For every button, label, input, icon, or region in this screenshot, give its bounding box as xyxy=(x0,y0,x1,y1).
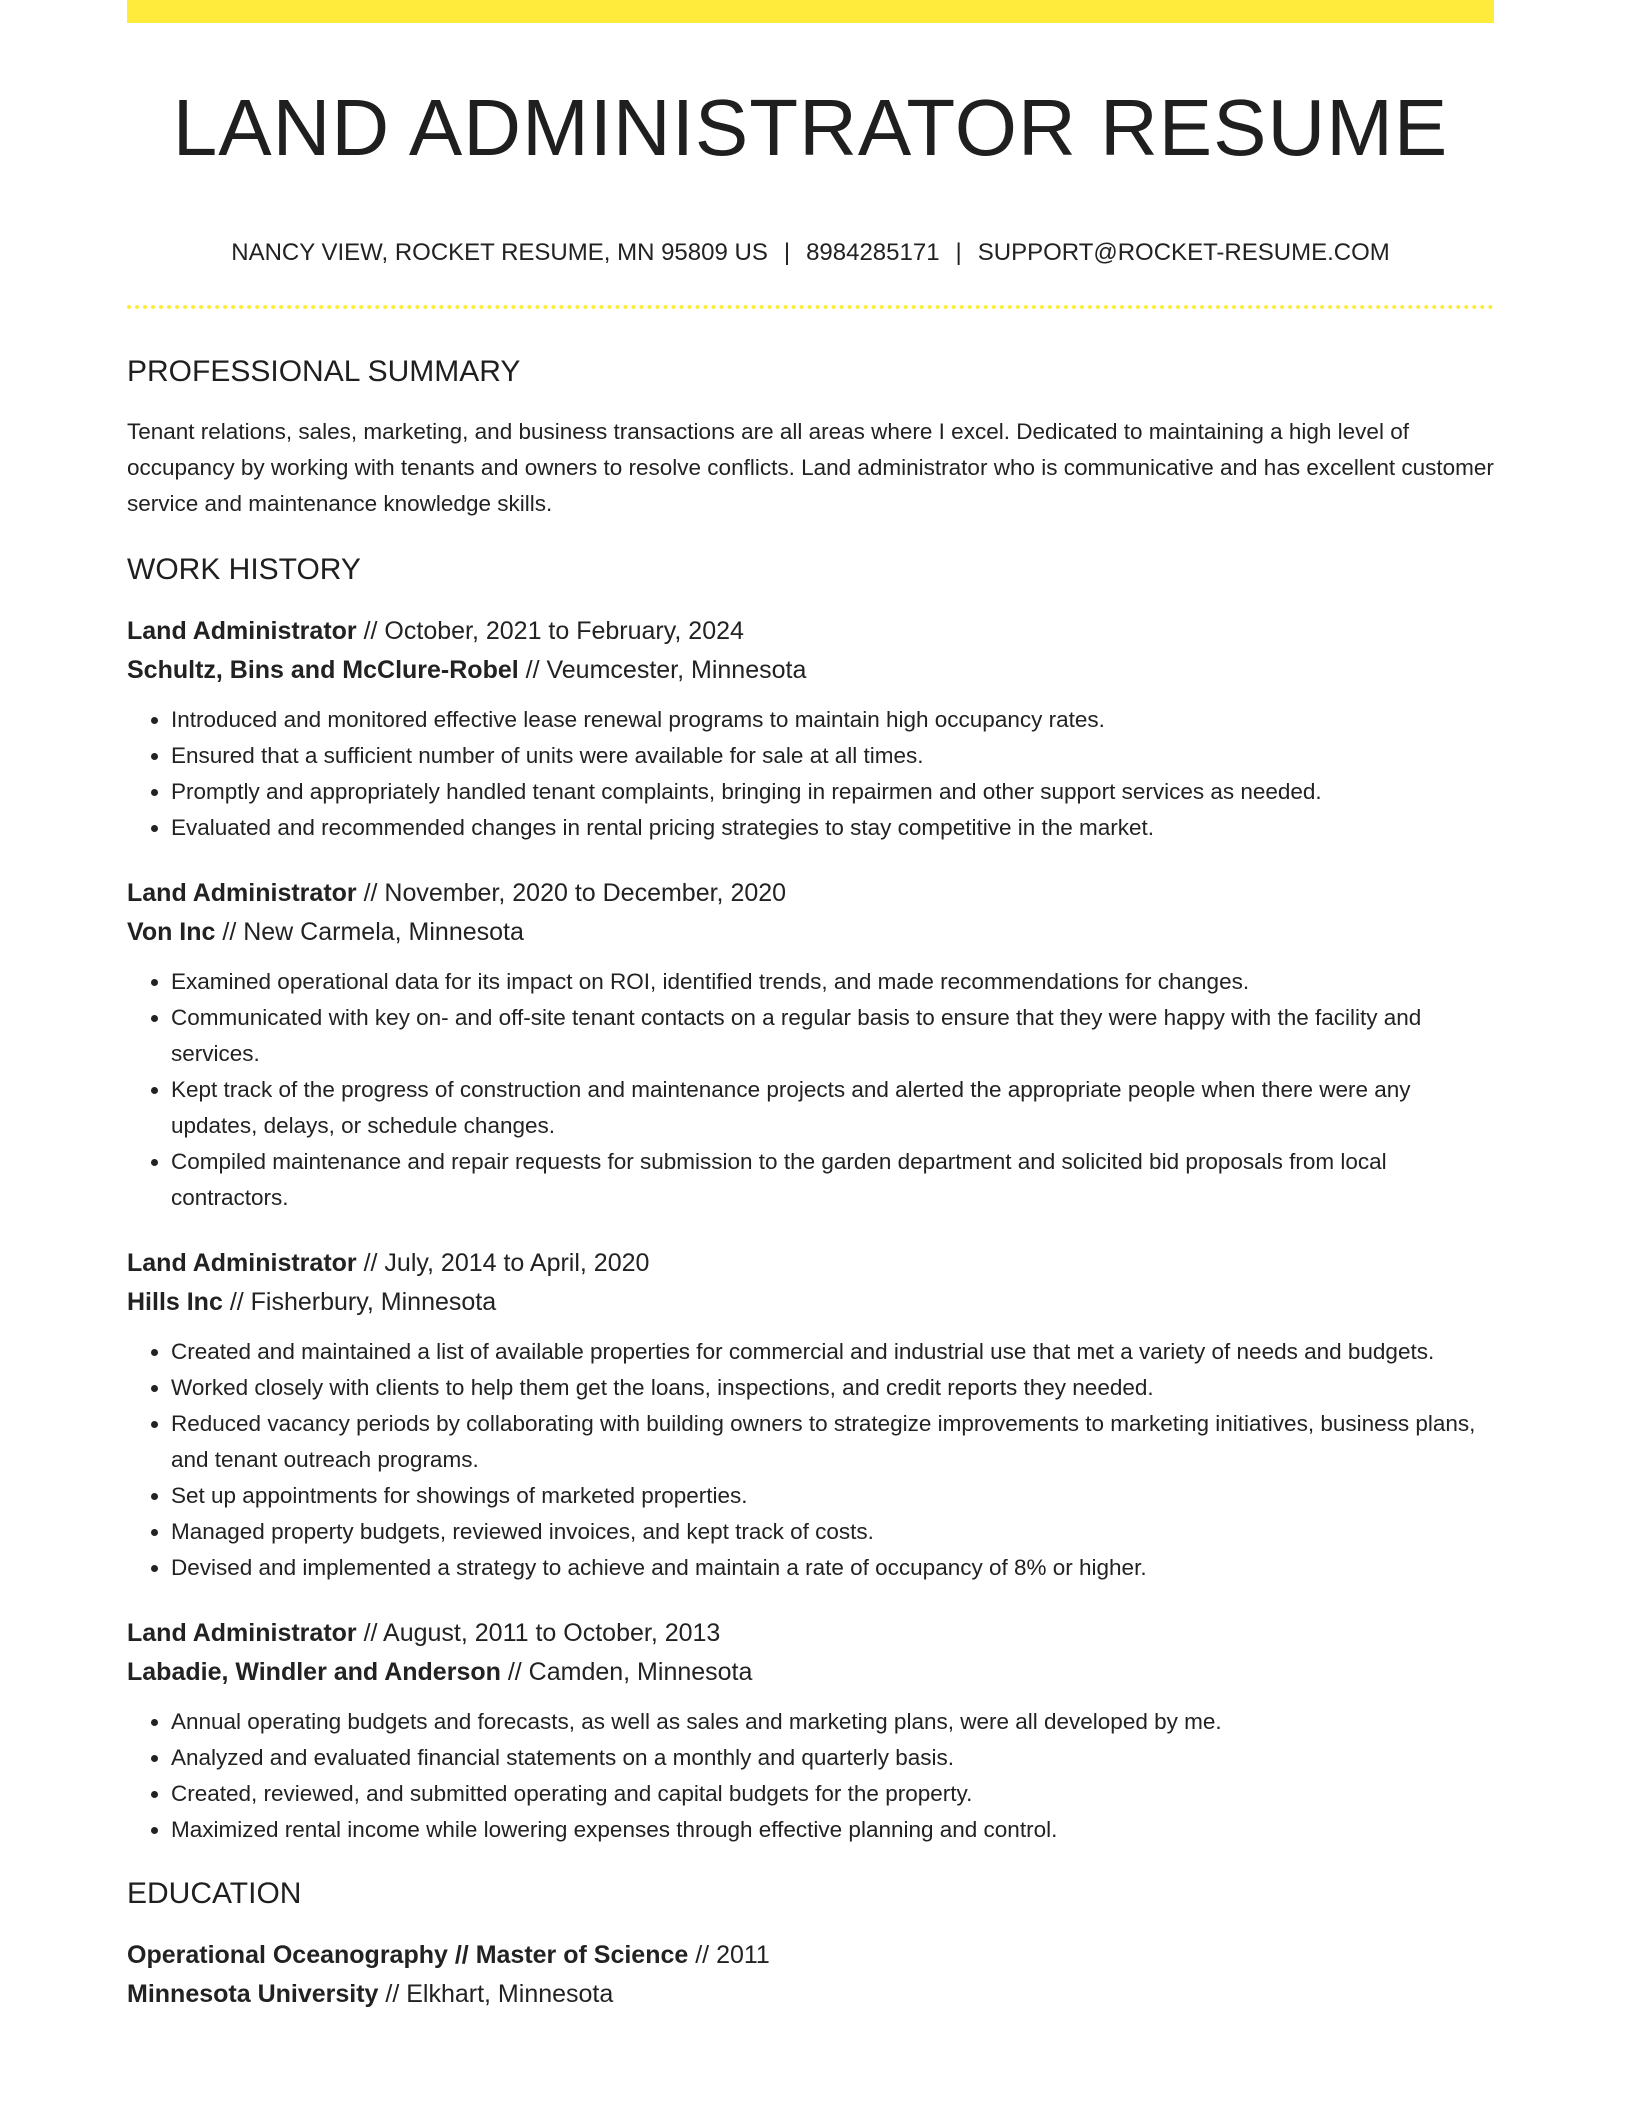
job-company-line xyxy=(127,1283,1494,1322)
list-item: • Evaluated and recommended changes in rental pricing strategies to stay competitive in the market. xyxy=(171,810,1494,846)
list-item: • Created, reviewed, and submitted operating and capital budgets for the property. xyxy=(171,1776,1494,1812)
job-dates: // August, 2011 to October, 2013 xyxy=(356,1619,721,1647)
job-company-line xyxy=(127,1653,1494,1692)
list-item: • Examined operational data for its impact on ROI, identified trends, and made recommendations for changes. xyxy=(171,964,1494,1000)
education-degree: Operational Oceanography // Master of Science xyxy=(127,1941,689,1969)
job-bullets xyxy=(127,702,1494,846)
education-degree-line xyxy=(127,1936,1494,1975)
contact-separator: | xyxy=(783,239,791,266)
job-location: // Fisherbury, Minnesota xyxy=(222,1288,497,1316)
list-item: • Worked closely with clients to help them get the loans, inspections, and credit reports they needed. xyxy=(171,1370,1494,1406)
list-item: • Devised and implemented a strategy to achieve and maintain a rate of occupancy of 8% or higher. xyxy=(171,1550,1494,1586)
job-title-line xyxy=(127,874,1494,913)
education-heading: EDUCATION xyxy=(127,1877,302,1910)
job-dates: // November, 2020 to December, 2020 xyxy=(356,879,787,907)
list-item: • Introduced and monitored effective lease renewal programs to maintain high occupancy rates. xyxy=(171,702,1494,738)
job-title-line xyxy=(127,612,1494,651)
job-title: Land Administrator xyxy=(127,617,357,645)
page-title: LAND ADMINISTRATOR RESUME xyxy=(172,83,1449,172)
job-company: Von Inc xyxy=(127,918,216,946)
list-item: • Compiled maintenance and repair requests for submission to the garden department and solicited bid proposals from local contractors. xyxy=(171,1144,1494,1216)
contact-line xyxy=(127,237,1494,269)
job-location: // New Carmela, Minnesota xyxy=(215,918,524,946)
address-text: NANCY VIEW, ROCKET RESUME, MN 95809 US xyxy=(231,239,768,266)
education-year: // 2011 xyxy=(688,1941,770,1969)
phone-text: 8984285171 xyxy=(806,239,940,266)
email-text: SUPPORT@ROCKET-RESUME.COM xyxy=(977,239,1390,266)
job-bullets xyxy=(127,1334,1494,1586)
summary-heading: PROFESSIONAL SUMMARY xyxy=(127,355,521,388)
job-location: // Veumcester, Minnesota xyxy=(518,656,807,684)
job-title-line xyxy=(127,1244,1494,1283)
job-dates: // July, 2014 to April, 2020 xyxy=(356,1249,650,1277)
job-title: Land Administrator xyxy=(127,1249,357,1277)
job-company: Schultz, Bins and McClure-Robel xyxy=(127,656,519,684)
job-entry xyxy=(127,612,1494,846)
list-item: • Promptly and appropriately handled tenant complaints, bringing in repairmen and other support services as needed. xyxy=(171,774,1494,810)
resume-content xyxy=(127,350,1494,2014)
job-location: // Camden, Minnesota xyxy=(500,1658,753,1686)
education-school-line xyxy=(127,1975,1494,2014)
job-entry xyxy=(127,1614,1494,1848)
job-entry xyxy=(127,1244,1494,1586)
job-bullets xyxy=(127,964,1494,1216)
education-location: // Elkhart, Minnesota xyxy=(378,1980,614,2008)
list-item: • Created and maintained a list of available properties for commercial and industrial use that met a variety of needs and budgets. xyxy=(171,1334,1494,1370)
job-bullets xyxy=(127,1704,1494,1848)
summary-text: Tenant relations, sales, marketing, and business transactions are all areas where I excel. Dedicated to maintaining a high level of occupancy by working with tenants and owners to resolve conflicts. Land administrator who is communicative and has excellent customer service and maintenance knowledge skills. xyxy=(127,419,1494,516)
education-school: Minnesota University xyxy=(127,1980,379,2008)
work-history-heading: WORK HISTORY xyxy=(127,553,361,586)
job-title: Land Administrator xyxy=(127,1619,357,1647)
job-dates: // October, 2021 to February, 2024 xyxy=(356,617,744,645)
list-item: • Ensured that a sufficient number of units were available for sale at all times. xyxy=(171,738,1494,774)
job-title-line xyxy=(127,1614,1494,1653)
list-item: • Analyzed and evaluated financial statements on a monthly and quarterly basis. xyxy=(171,1740,1494,1776)
list-item: • Maximized rental income while lowering expenses through effective planning and control. xyxy=(171,1812,1494,1848)
contact-separator: | xyxy=(955,239,962,266)
job-company-line xyxy=(127,913,1494,952)
job-company-line xyxy=(127,651,1494,690)
job-company: Hills Inc xyxy=(127,1288,223,1316)
job-company: Labadie, Windler and Anderson xyxy=(127,1658,501,1686)
list-item: • Set up appointments for showings of marketed properties. xyxy=(171,1478,1494,1514)
accent-top-bar xyxy=(127,0,1494,23)
list-item: • Kept track of the progress of construction and maintenance projects and alerted the appropriate people when there were any updates, delays, or schedule changes. xyxy=(171,1072,1494,1144)
list-item: • Annual operating budgets and forecasts, as well as sales and marketing plans, were all developed by me. xyxy=(171,1704,1494,1740)
list-item: • Reduced vacancy periods by collaborating with building owners to strategize improvements to marketing initiatives, business plans, and tenant outreach programs. xyxy=(171,1406,1494,1478)
dotted-divider xyxy=(127,305,1494,309)
list-item: • Managed property budgets, reviewed invoices, and kept track of costs. xyxy=(171,1514,1494,1550)
job-title: Land Administrator xyxy=(127,879,357,907)
job-entry xyxy=(127,874,1494,1216)
list-item: • Communicated with key on- and off-site tenant contacts on a regular basis to ensure that they were happy with the facility and services. xyxy=(171,1000,1494,1072)
